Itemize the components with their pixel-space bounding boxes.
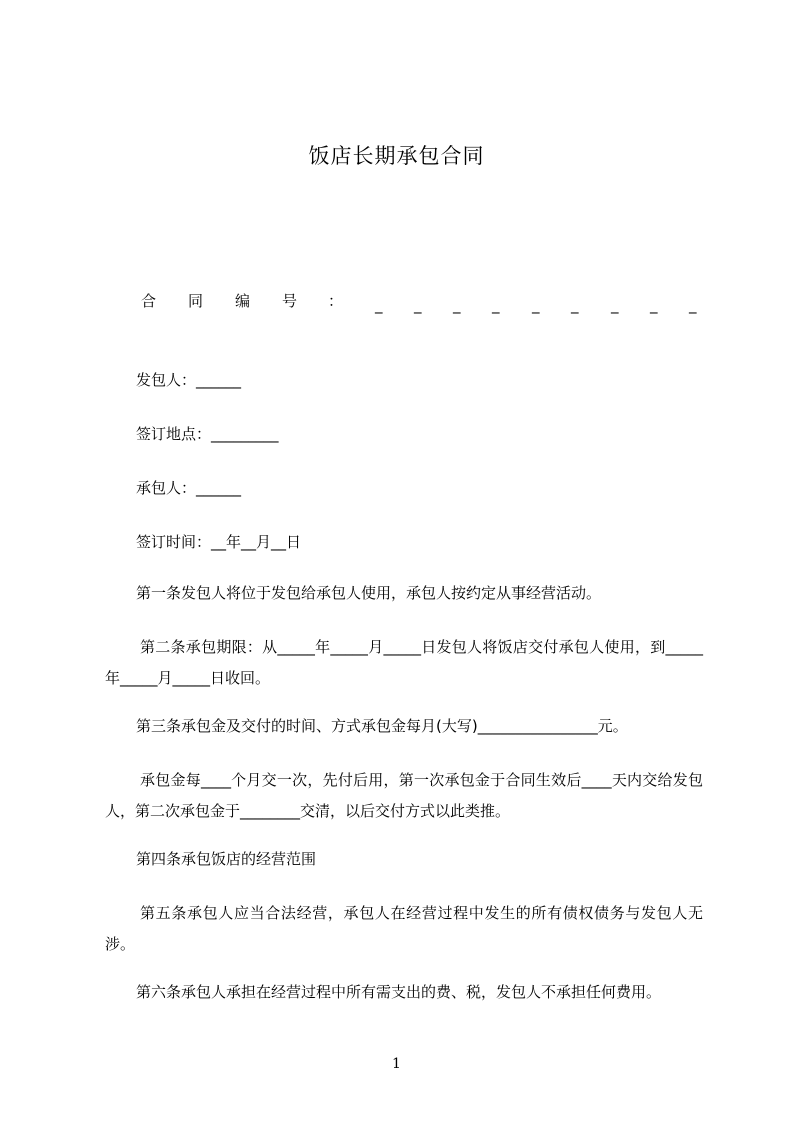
page-number: 1 [392, 1056, 401, 1072]
contract-number-blank: _ [571, 296, 579, 314]
contract-number-label-char: 编 [235, 292, 251, 310]
contract-number-label-char: 同 [188, 292, 204, 310]
contract-number-label-char: 合 [141, 292, 157, 310]
sign-time-field: 签订时间：__年__月__日 [136, 533, 302, 551]
contract-number-blank: _ [650, 296, 658, 314]
article-2: 第二条承包期限：从_____年_____月_____日发包人将饭店交付承包人使用，到_____年_____月_____日收回。 [105, 638, 703, 687]
sign-place-field: 签订地点：_________ [136, 425, 279, 443]
contract-number-line [137, 288, 703, 314]
document-title: 饭店长期承包合同 [308, 144, 485, 168]
article-3: 第三条承包金及交付的时间、方式承包金每月(大写)________________元。 [136, 717, 628, 735]
contract-number-blank: _ [611, 296, 619, 314]
contract-number-blank: _ [414, 296, 422, 314]
article-3-payment: 承包金每____个月交一次，先付后用，第一次承包金于合同生效后____天内交给发包人，第二次承包金于________交清，以后交付方式以此类推。 [105, 771, 703, 820]
article-6: 第六条承包人承担在经营过程中所有需支出的费、税，发包人不承担任何费用。 [136, 983, 662, 1001]
contract-number-blank: _ [492, 296, 500, 314]
article-4: 第四条承包饭店的经营范围 [136, 850, 317, 868]
contract-number-colon: ： [328, 292, 344, 310]
article-5: 第五条承包人应当合法经营，承包人在经营过程中发生的所有债权债务与发包人无涉。 [105, 904, 703, 953]
contract-number-blank: _ [532, 296, 540, 314]
party-a-field: 发包人：______ [136, 371, 242, 389]
contract-number-label-char: 号 [282, 292, 298, 310]
article-1: 第一条发包人将位于发包给承包人使用，承包人按约定从事经营活动。 [136, 584, 602, 602]
contract-number-blank: _ [453, 296, 461, 314]
contract-number-blank: _ [375, 296, 383, 314]
party-b-field: 承包人：______ [136, 479, 242, 497]
contract-number-blank: _ [689, 296, 697, 314]
